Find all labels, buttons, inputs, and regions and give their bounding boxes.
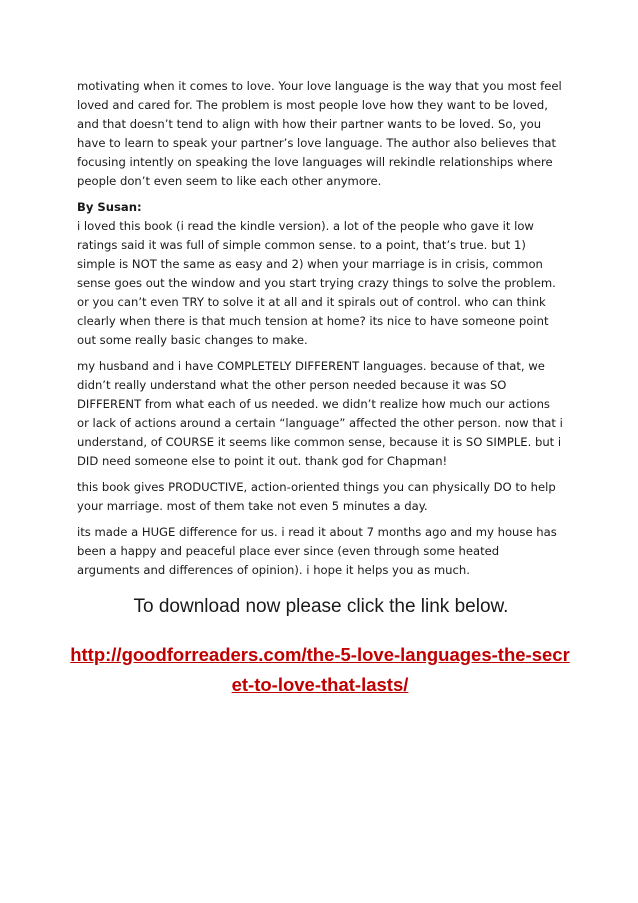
review-block <box>77 198 565 350</box>
document-body <box>77 77 565 587</box>
review-paragraph-4: its made a HUGE difference for us. i read it about 7 months ago and my house has been a happy and peaceful place ever since (even through some heated arguments and differences of opinion). i hope it helps you as much. <box>77 525 557 577</box>
review-paragraph-3: this book gives PRODUCTIVE, action-oriented things you can physically DO to help your marriage. most of them take not even 5 minutes a day. <box>77 480 556 513</box>
download-link-container <box>70 640 570 700</box>
paragraph-intro: motivating when it comes to love. Your love language is the way that you most feel loved and cared for. The problem is most people love how they want to be loved, and that doesn’t tend to align with how their partner wants to be loved. So, you have to learn to speak your partner’s love language. The author also believes that focusing intently on speaking the love languages will rekindle relationships where people don’t even seem to like each other anymore. <box>77 79 562 188</box>
review-author: By Susan: <box>77 200 142 214</box>
review-paragraph-1: i loved this book (i read the kindle version). a lot of the people who gave it low ratings said it was full of simple common sense. to a point, that’s true. but 1) simple is NOT the same as easy and 2) when your marriage is in crisis, common sense goes out the window and you start trying crazy things to solve the problem. or you can’t even TRY to solve it at all and it spirals out of control. who can think clearly when there is that much tension at home? its nice to have someone point out some really basic changes to make. <box>77 219 556 347</box>
download-prompt: To download now please click the link below. <box>133 596 509 617</box>
download-link[interactable]: http://goodforreaders.com/the-5-love-languages-the-secret-to-love-that-lasts/ <box>70 644 570 695</box>
review-paragraph-2: my husband and i have COMPLETELY DIFFERENT languages. because of that, we didn’t really understand what the other person needed because it was SO DIFFERENT from what each of us needed. we didn’t realize how much our actions or lack of actions around a certain “language” affected the other person. now that i understand, of COURSE it seems like common sense, because it is SO SIMPLE. but i DID need someone else to point it out. thank god for Chapman! <box>77 359 563 468</box>
